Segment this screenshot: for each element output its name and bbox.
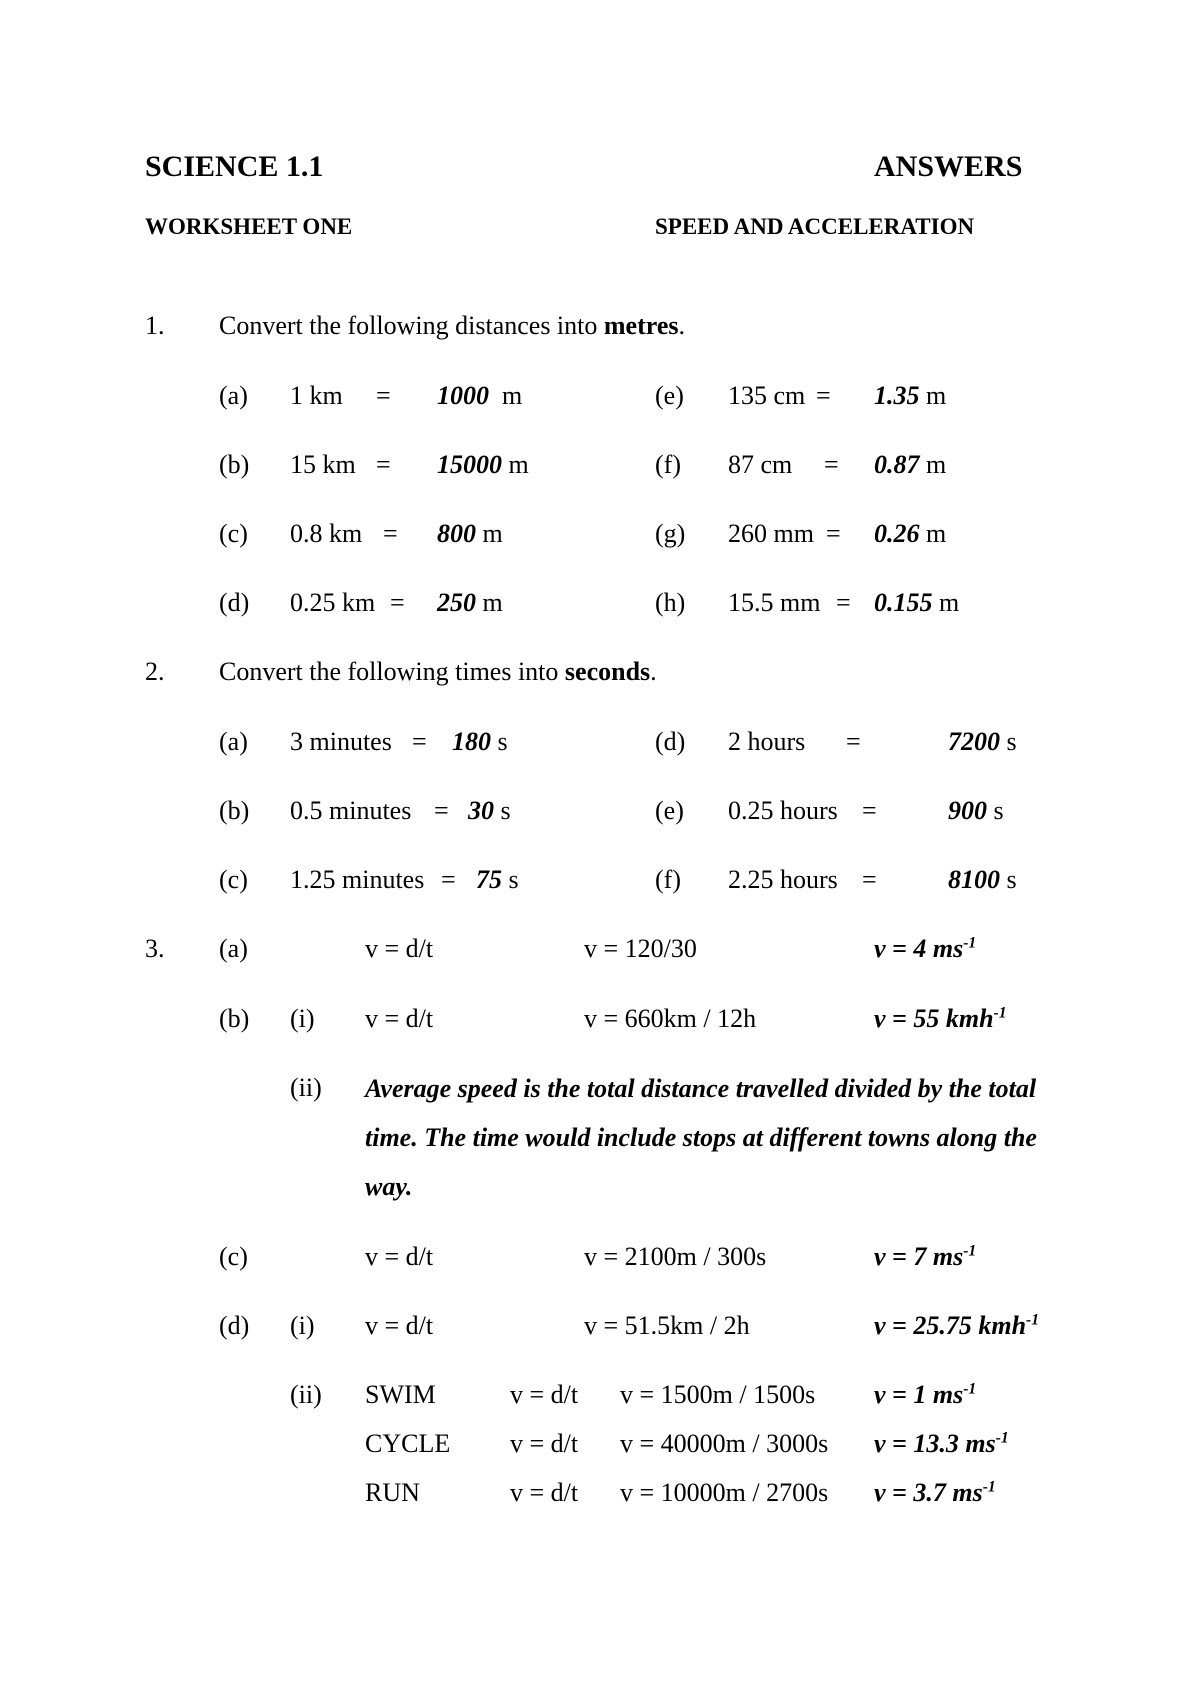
q2-label: (c) [219,865,248,894]
q1-number: 1. [145,311,165,340]
q1-equals: = [824,450,839,479]
q1-equals: = [836,588,851,617]
q3b-i-label: (i) [290,1004,315,1033]
q3a-formula: v = d/t [365,934,434,963]
q3b-ii-explanation: Average speed is the total distance travelled divided by the total time. The time would include stops at different towns along the way. [365,1074,1037,1201]
event-substitution: v = 10000m / 2700s [620,1478,829,1507]
q2-label: (a) [219,727,248,756]
q3c-label: (c) [219,1242,248,1271]
q3b-i-answer: v = 55 kmh$^{-1}$ [874,1004,1007,1033]
q1-label: (a) [219,381,248,410]
q3-number: 3. [145,934,165,963]
q3d-i-label: (i) [290,1311,315,1340]
q3a-answer: v = 4 $ms^{-1}$ [874,934,977,963]
q2-answer: 900 s [948,796,1004,825]
q1-given: 260 mm [728,519,814,548]
q1-equals: = [383,519,398,548]
q1-given: 1 km [290,381,343,410]
q2-equals: = [846,727,861,756]
q3c-answer: v = 7 $ms^{-1}$ [874,1242,977,1271]
q3d-label: (d) [219,1311,250,1340]
q1-equals: = [816,381,831,410]
q1-prompt: Convert the following distances into metres. [219,311,685,340]
event-name: SWIM [365,1380,436,1409]
q1-given: 135 cm [728,381,806,410]
q2-label: (f) [655,865,681,894]
q3b-i-substitution: v = 660km / 12h [584,1004,757,1033]
q3d-ii-label: (ii) [290,1380,322,1409]
q2-answer: 75 s [476,865,519,894]
q3a-label: (a) [219,934,248,963]
q2-equals: = [412,727,427,756]
q3d-i-formula: v = d/t [365,1311,434,1340]
q1-given: 0.25 km [290,588,376,617]
topic-title: SPEED AND ACCELERATION [655,214,975,239]
event-formula: v = d/t [510,1478,579,1507]
event-formula: v = d/t [510,1380,579,1409]
event-name: RUN [365,1478,420,1507]
event-formula: v = d/t [510,1429,579,1458]
q2-prompt: Convert the following times into seconds. [219,657,657,686]
q1-label: (h) [655,588,686,617]
q1-given: 87 cm [728,450,793,479]
q2-given: 2 hours [728,727,806,756]
q1-equals: = [376,450,391,479]
q1-equals: = [376,381,391,410]
q1-equals: = [826,519,841,548]
q1-given: 0.8 km [290,519,363,548]
q1-label: (e) [655,381,684,410]
q1-answer: 250 m [437,588,503,617]
course-title: SCIENCE 1.1 [145,150,324,183]
answers-title: ANSWERS [874,150,1023,183]
q3c-formula: v = d/t [365,1242,434,1271]
q2-given: 0.5 minutes [290,796,412,825]
event-substitution: v = 40000m / 3000s [620,1429,829,1458]
q1-answer: 15000 m [437,450,529,479]
event-answer: v = 13.3 $ms^{-1}$ [874,1429,1009,1458]
q1-label: (f) [655,450,681,479]
worksheet-title: WORKSHEET ONE [145,214,353,239]
q3b-i-formula: v = d/t [365,1004,434,1033]
q3b-label: (b) [219,1004,250,1033]
q2-equals: = [434,796,449,825]
event-substitution: v = 1500m / 1500s [620,1380,816,1409]
q2-equals: = [862,796,877,825]
q2-given: 0.25 hours [728,796,838,825]
event-answer: v = 3.7 $ms^{-1}$ [874,1478,996,1507]
q1-answer: 1000 m [437,381,523,410]
q1-answer: 1.35 m [874,381,947,410]
q1-answer: 0.26 m [874,519,947,548]
q2-given: 1.25 minutes [290,865,425,894]
q2-answer: 8100 s [948,865,1017,894]
q3a-substitution: v = 120/30 [584,934,697,963]
q2-label: (e) [655,796,684,825]
event-name: CYCLE [365,1429,451,1458]
event-answer: v = 1 $ms^{-1}$ [874,1380,977,1409]
q2-answer: 7200 s [948,727,1017,756]
q2-given: 3 minutes [290,727,392,756]
q1-given: 15.5 mm [728,588,821,617]
q2-answer: 30 s [468,796,511,825]
q2-equals: = [441,865,456,894]
q2-answer: 180 s [452,727,508,756]
q1-equals: = [390,588,405,617]
q1-label: (c) [219,519,248,548]
q2-equals: = [862,865,877,894]
q1-answer: 800 m [437,519,503,548]
q2-given: 2.25 hours [728,865,838,894]
q3b-ii-label: (ii) [290,1073,322,1102]
q1-label: (b) [219,450,250,479]
q1-answer: 0.155 m [874,588,960,617]
q3d-i-substitution: v = 51.5km / 2h [584,1311,750,1340]
q3c-substitution: v = 2100m / 300s [584,1242,767,1271]
q1-label: (d) [219,588,250,617]
q2-label: (d) [655,727,686,756]
q1-answer: 0.87 m [874,450,947,479]
q2-number: 2. [145,657,165,686]
q1-given: 15 km [290,450,356,479]
q3d-i-answer: v = 25.75 kmh$^{-1}$ [874,1311,1040,1340]
q2-label: (b) [219,796,250,825]
q1-label: (g) [655,519,686,548]
